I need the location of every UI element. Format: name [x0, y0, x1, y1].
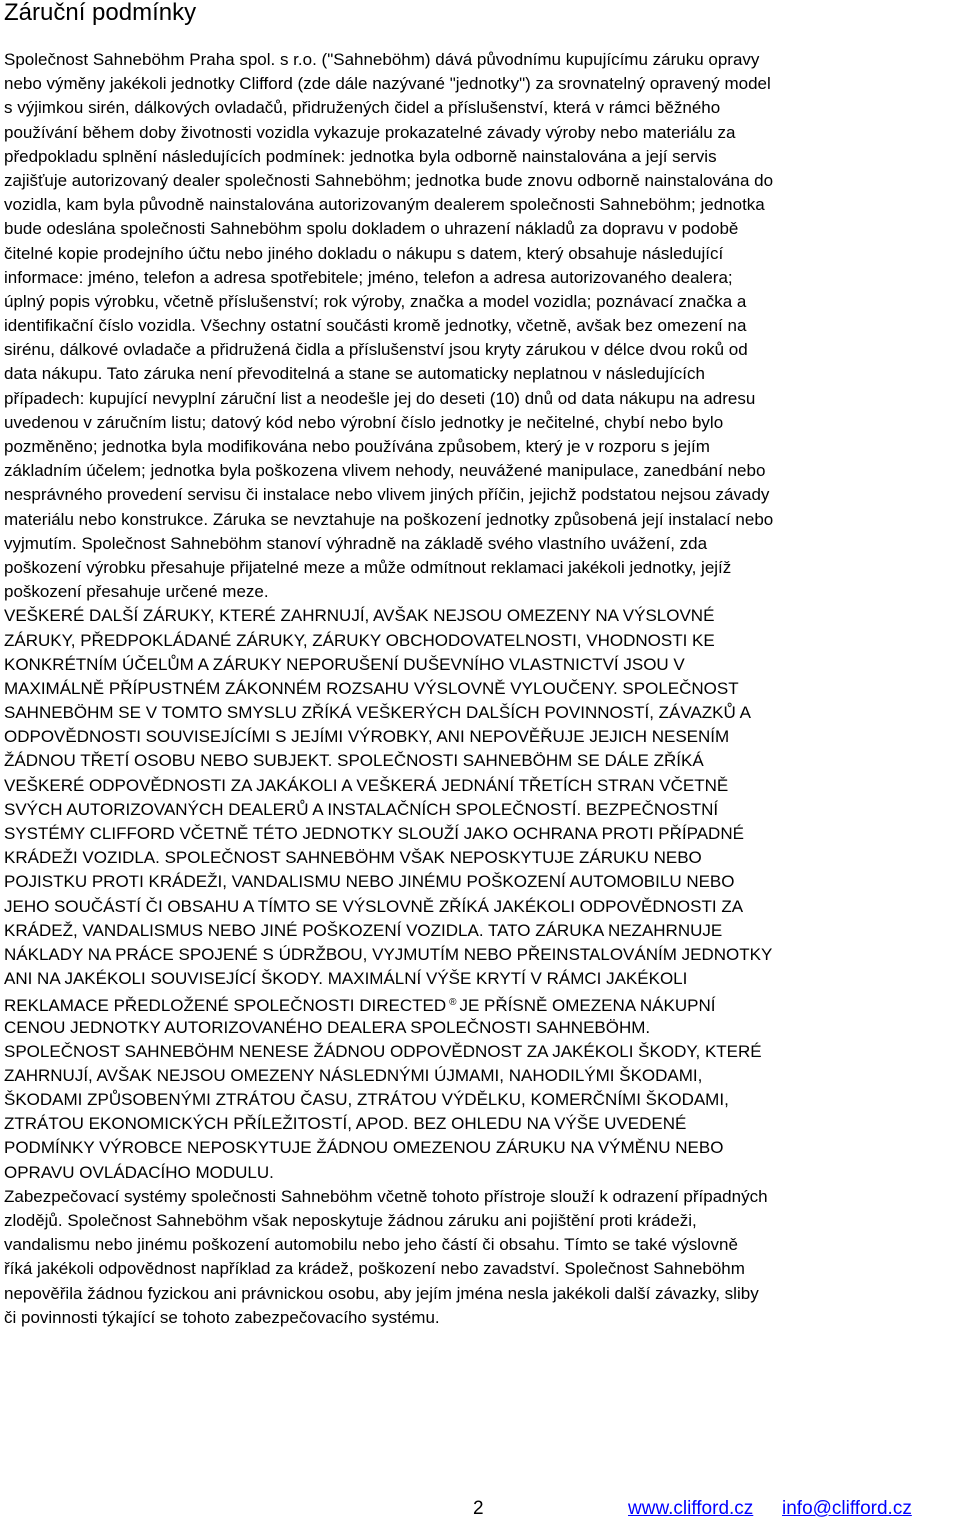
text-line: nesprávného provedení servisu či instalace nebo vlivem jiných příčin, jejichž podstatou nejsou závady: [4, 485, 770, 505]
text-line-part: JE PŘÍSNĚ OMEZENA NÁKUPNÍ: [459, 996, 716, 1016]
text-line: POJISTKU PROTI KRÁDEŽI, VANDALISMU NEBO JINÉMU POŠKOZENÍ AUTOMOBILU NEBO: [4, 872, 735, 892]
text-line: CENOU JEDNOTKY AUTORIZOVANÉHO DEALERA SPOLEČNOSTI SAHNEBÖHM.: [4, 1017, 651, 1037]
text-line: úplný popis výrobku, včetně příslušenství; rok výroby, značka a model vozidla; poznávací značka a: [4, 291, 747, 311]
text-line: ZTRÁTOU EKONOMICKÝCH PŘÍLEŽITOSTÍ, APOD. BEZ OHLEDU NA VÝŠE UVEDENÉ: [4, 1114, 687, 1134]
text-line: [4, 1330, 960, 1354]
text-line: poškození výrobku přesahuje přijatelné meze a může odmítnout reklamaci jakékoli jednotky, jejíž: [4, 557, 732, 577]
text-line: používání během doby životnosti vozidla vykazuje prokazatelné závady výroby nebo materiálu za: [4, 122, 736, 142]
text-line: KRÁDEŽ, VANDALISMUS NEBO JINÉ POŠKOZENÍ VOZIDLA. TATO ZÁRUKA NEZAHRNUJE: [4, 920, 723, 940]
page-title: Záruční podmínky: [4, 0, 197, 26]
text-line: poškození přesahuje určené meze.: [4, 582, 269, 602]
text-line: Zabezpečovací systémy společnosti Sahneböhm včetně tohoto přístroje slouží k odrazení případných: [4, 1186, 768, 1206]
text-line: SPOLEČNOST SAHNEBÖHM NENESE ŽÁDNOU ODPOVĚDNOST ZA JAKÉKOLI ŠKODY, KTERÉ: [4, 1041, 762, 1061]
text-line: nebo výměny jakékoli jednotky Clifford (zde dále nazývané "jednotky") za srovnatelný opravený model: [4, 74, 771, 94]
text-line: ZAHRNUJÍ, AVŠAK NEJSOU OMEZENY NÁSLEDNÝMI ÚJMAMI, NAHODILÝMI ŠKODAMI,: [4, 1065, 703, 1085]
text-line: PODMÍNKY VÝROBCE NEPOSKYTUJE ŽÁDNOU OMEZENOU ZÁRUKU NA VÝMĚNU NEBO: [4, 1138, 724, 1158]
text-line: VEŠKERÉ DALŠÍ ZÁRUKY, KTERÉ ZAHRNUJÍ, AVŠAK NEJSOU OMEZENY NA VÝSLOVNÉ: [4, 606, 715, 626]
text-line: JEHO SOUČÁSTÍ ČI OBSAHU A TÍMTO SE VÝSLOVNĚ ZŘÍKÁ JAKÉKOLI ODPOVĚDNOSTI ZA: [4, 896, 744, 916]
text-line: MAXIMÁLNĚ PŘÍPUSTNÉM ZÁKONNÉM ROZSAHU VÝSLOVNĚ VYLOUČENY. SPOLEČNOST: [4, 678, 739, 698]
text-line: říká jakékoli odpovědnost například za krádež, poškození nebo zavadství. Společnost Sahneböhm: [4, 1259, 745, 1279]
text-line: sirénu, dálkové ovladače a přidružená čidla a příslušenství jsou kryty zárukou v délce dvou roků od: [4, 340, 748, 360]
text-line: Společnost Sahneböhm Praha spol. s r.o. ("Sahneböhm) dává původnímu kupujícímu záruku opravy: [4, 50, 760, 69]
registered-trademark-symbol: ®: [449, 997, 457, 1009]
text-line: vandalismu nebo jinému poškození automobilu nebo jeho částí či obsahu. Tímto se také výslovně: [4, 1235, 738, 1255]
text-line: nepověřila žádnou fyzickou ani právnickou osobu, aby jejím jména nesla jakékoli další závazky, sliby: [4, 1283, 759, 1303]
text-line: čitelné kopie prodejního účtu nebo jiného dokladu o nákupu s datem, který obsahuje následující: [4, 243, 724, 263]
text-line: ŠKODAMI ZPŮSOBENÝMI ZTRÁTOU ČASU, ZTRÁTOU VÝDĚLKU, KOMERČNÍMI ŠKODAMI,: [4, 1090, 729, 1110]
text-line: uvedenou v záručním listu; datový kód nebo výrobní číslo jednotky je nečitelné, chybí nebo bylo: [4, 412, 724, 432]
text-line: pozměněno; jednotka byla modifikována nebo používána způsobem, který je v rozporu s jejím: [4, 437, 710, 456]
text-line: SAHNEBÖHM SE V TOMTO SMYSLU ZŘÍKÁ VEŠKERÝCH DALŠÍCH POVINNOSTÍ, ZÁVAZKŮ A: [4, 703, 751, 723]
text-line: materiálu nebo konstrukce. Záruka se nevztahuje na poškození jednotky způsobená její instalací nebo: [4, 509, 774, 529]
text-line: data nákupu. Tato záruka není převoditelná a stane se automaticky neplatnou v následujících: [4, 364, 705, 384]
text-line: zajišťuje autorizovaný dealer společnosti Sahneböhm; jednotka bude znovu odborně nainstalována do: [4, 170, 774, 190]
text-line: vozidla, kam byla původně nainstalována autorizovaným dealerem společnosti Sahneböhm; jednotka: [4, 195, 765, 215]
text-line: případech: kupující nevyplní záruční list a neodešle jej do deseti (10) dnů od data nákupu na adresu: [4, 388, 756, 408]
text-line: identifikační číslo vozidla. Všechny ostatní součásti kromě jednotky, včetně, avšak bez omezení na: [4, 316, 747, 336]
text-line: VEŠKERÉ ODPOVĚDNOSTI ZA JAKÁKOLI A VEŠKERÁ JEDNÁNÍ TŘETÍCH STRAN VČETNĚ: [4, 775, 729, 795]
text-line: vyjmutím. Společnost Sahneböhm stanoví výhradně na základě svého vlastního uvážení, zda: [4, 533, 708, 553]
text-line: NÁKLADY NA PRÁCE SPOJENÉ S ÚDRŽBOU, VYJMUTÍM NEBO PŘEINSTALOVÁNÍM JEDNOTKY: [4, 944, 773, 964]
text-line: zlodějů. Společnost Sahneböhm však neposkytuje žádnou záruku ani pojištění proti krádeži,: [4, 1211, 697, 1230]
text-line-part: REKLAMACE PŘEDLOŽENÉ SPOLEČNOSTI DIRECTED: [4, 996, 447, 1016]
text-line: KONKRÉTNÍM ÚČELŮM A ZÁRUKY NEPORUŠENÍ DUŠEVNÍHO VLASTNICTVÍ JSOU V: [4, 654, 685, 674]
text-line: SVÝCH AUTORIZOVANÝCH DEALERŮ A INSTALAČNÍCH SPOLEČNOSTÍ. BEZPEČNOSTNÍ: [4, 799, 719, 819]
text-line: ANI NA JAKÉKOLI SOUVISEJÍCÍ ŠKODY. MAXIMÁLNÍ VÝŠE KRYTÍ V RÁMCI JAKÉKOLI: [4, 969, 688, 989]
website-link[interactable]: www.clifford.cz: [628, 1498, 754, 1519]
text-line: či povinnosti týkající se tohoto zabezpečovacího systému.: [4, 1307, 440, 1327]
text-line: SYSTÉMY CLIFFORD VČETNĚ TÉTO JEDNOTKY SLOUŽÍ JAKO OCHRANA PROTI PŘÍPADNÉ: [4, 824, 744, 843]
text-line-with-trademark: [4, 991, 960, 1015]
text-line: bude odeslána společnosti Sahneböhm spolu dokladem o uhrazení nákladů za dopravu v podobě: [4, 219, 739, 239]
text-line: ZÁRUKY, PŘEDPOKLÁDANÉ ZÁRUKY, ZÁRUKY OBCHODOVATELNOSTI, VHODNOSTI KE: [4, 630, 715, 650]
email-link[interactable]: info@clifford.cz: [782, 1498, 912, 1519]
text-line: informace: jméno, telefon a adresa spotřebitele; jméno, telefon a adresa autorizovaného dealera;: [4, 267, 733, 287]
text-line: s výjimkou sirén, dálkových ovladačů, přidružených čidel a příslušenství, která v rámci běžného: [4, 98, 721, 118]
text-line: ODPOVĚDNOSTI SOUVISEJÍCÍMI S JEJÍMI VÝROBKY, ANI NEPOVĚŘUJE JEJICH NESENÍM: [4, 727, 730, 747]
text-line: základním účelem; jednotka byla poškozena vlivem nehody, neuvážené manipulace, zanedbání nebo: [4, 461, 766, 481]
text-line: ŽÁDNOU TŘETÍ OSOBU NEBO SUBJEKT. SPOLEČNOSTI SAHNEBÖHM SE DÁLE ZŘÍKÁ: [4, 751, 704, 771]
text-line: KRÁDEŽI VOZIDLA. SPOLEČNOST SAHNEBÖHM VŠAK NEPOSKYTUJE ZÁRUKU NEBO: [4, 848, 702, 868]
text-line: předpokladu splnění následujících podmínek: jednotka byla odborně nainstalována a její servis: [4, 146, 717, 166]
text-line: OPRAVU OVLÁDACÍHO MODULU.: [4, 1162, 274, 1182]
page-number: 2: [473, 1498, 484, 1519]
warranty-text: [4, 48, 960, 1354]
